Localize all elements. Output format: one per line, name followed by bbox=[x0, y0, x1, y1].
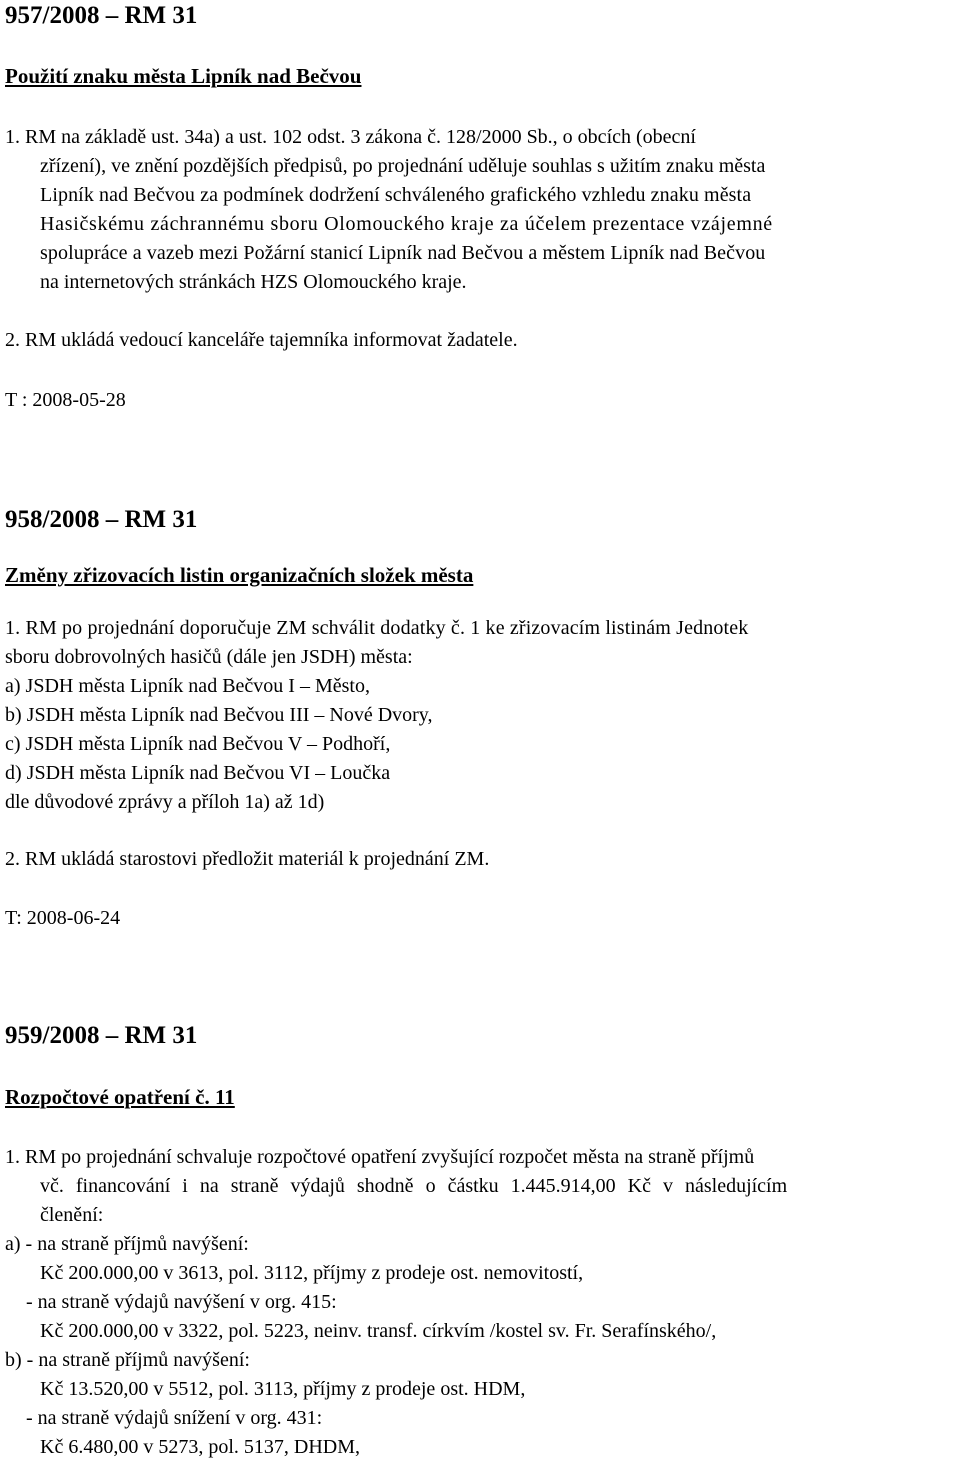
resolution-958-item-c: c) JSDH města Lipník nad Bečvou V – Podhoří, bbox=[5, 733, 391, 755]
budget-row-a-expense-amount: Kč 200.000,00 v 3322, pol. 5223, neinv. transf. církvím /kostel sv. Fr. Serafínského/, bbox=[40, 1320, 717, 1342]
resolution-959-p1-line-1: 1. RM po projednání schvaluje rozpočtové opatření zvyšující rozpočet města na straně příjmů bbox=[5, 1146, 755, 1168]
resolution-958-item-b: b) JSDH města Lipník nad Bečvou III – Nové Dvory, bbox=[5, 704, 433, 726]
resolution-958-heading: 958/2008 – RM 31 bbox=[5, 506, 198, 533]
budget-row-a-expense: - na straně výdajů navýšení v org. 415: bbox=[26, 1291, 337, 1313]
resolution-957-p1-line-3: Lipník nad Bečvou za podmínek dodržení schváleného grafického vzhledu znaku města bbox=[40, 184, 752, 206]
resolution-959-p1-line-3: členění: bbox=[40, 1204, 104, 1226]
budget-row-b-income: b) - na straně příjmů navýšení: bbox=[5, 1349, 250, 1371]
resolution-958-item-d: d) JSDH města Lipník nad Bečvou VI – Loučka bbox=[5, 762, 391, 784]
resolution-957-term: T : 2008-05-28 bbox=[5, 389, 126, 411]
resolution-958-tail: dle důvodové zprávy a příloh 1a) až 1d) bbox=[5, 791, 325, 813]
budget-row-a-income: a) - na straně příjmů navýšení: bbox=[5, 1233, 249, 1255]
resolution-957-subject: Použití znaku města Lipník nad Bečvou bbox=[5, 64, 362, 88]
resolution-958-item-a: a) JSDH města Lipník nad Bečvou I – Město, bbox=[5, 675, 370, 697]
budget-row-a-income-amount: Kč 200.000,00 v 3613, pol. 3112, příjmy z prodeje ost. nemovitostí, bbox=[40, 1262, 584, 1284]
budget-row-b-expense-amount: Kč 6.480,00 v 5273, pol. 5137, DHDM, bbox=[40, 1436, 360, 1458]
budget-row-b-expense: - na straně výdajů snížení v org. 431: bbox=[26, 1407, 323, 1429]
resolution-958-term: T: 2008-06-24 bbox=[5, 907, 121, 929]
resolution-959-p1-line-2: vč. financování i na straně výdajů shodně o částku 1.445.914,00 Kč v následujícím bbox=[40, 1175, 788, 1197]
resolution-959-heading: 959/2008 – RM 31 bbox=[5, 1022, 198, 1049]
resolution-958-p1-line-1: 1. RM po projednání doporučuje ZM schválit dodatky č. 1 ke zřizovacím listinám Jednotek bbox=[5, 617, 749, 639]
resolution-957-heading: 957/2008 – RM 31 bbox=[5, 2, 198, 29]
resolution-959-subject: Rozpočtové opatření č. 11 bbox=[5, 1085, 235, 1109]
resolution-958-p1-line-2: sboru dobrovolných hasičů (dále jen JSDH) města: bbox=[5, 646, 413, 668]
resolution-958-subject: Změny zřizovacích listin organizačních složek města bbox=[5, 563, 474, 587]
resolution-957-p1-line-5: spolupráce a vazeb mezi Požární stanicí Lipník nad Bečvou a městem Lipník nad Bečvou bbox=[40, 242, 766, 264]
resolution-957-p2: 2. RM ukládá vedoucí kanceláře tajemníka informovat žadatele. bbox=[5, 329, 518, 351]
resolution-957-p1-line-1: 1. RM na základě ust. 34a) a ust. 102 odst. 3 zákona č. 128/2000 Sb., o obcích (obecní bbox=[5, 126, 696, 148]
budget-row-b-income-amount: Kč 13.520,00 v 5512, pol. 3113, příjmy z prodeje ost. HDM, bbox=[40, 1378, 526, 1400]
resolution-957-p1-line-6: na internetových stránkách HZS Olomouckého kraje. bbox=[40, 271, 467, 293]
resolution-958-p2: 2. RM ukládá starostovi předložit materiál k projednání ZM. bbox=[5, 848, 490, 870]
resolution-957-p1-line-4: Hasičskému záchrannému sboru Olomouckého kraje za účelem prezentace vzájemné bbox=[40, 213, 773, 235]
resolution-957-p1-line-2: zřízení), ve znění pozdějších předpisů, po projednání uděluje souhlas s užitím znaku města bbox=[40, 155, 766, 177]
